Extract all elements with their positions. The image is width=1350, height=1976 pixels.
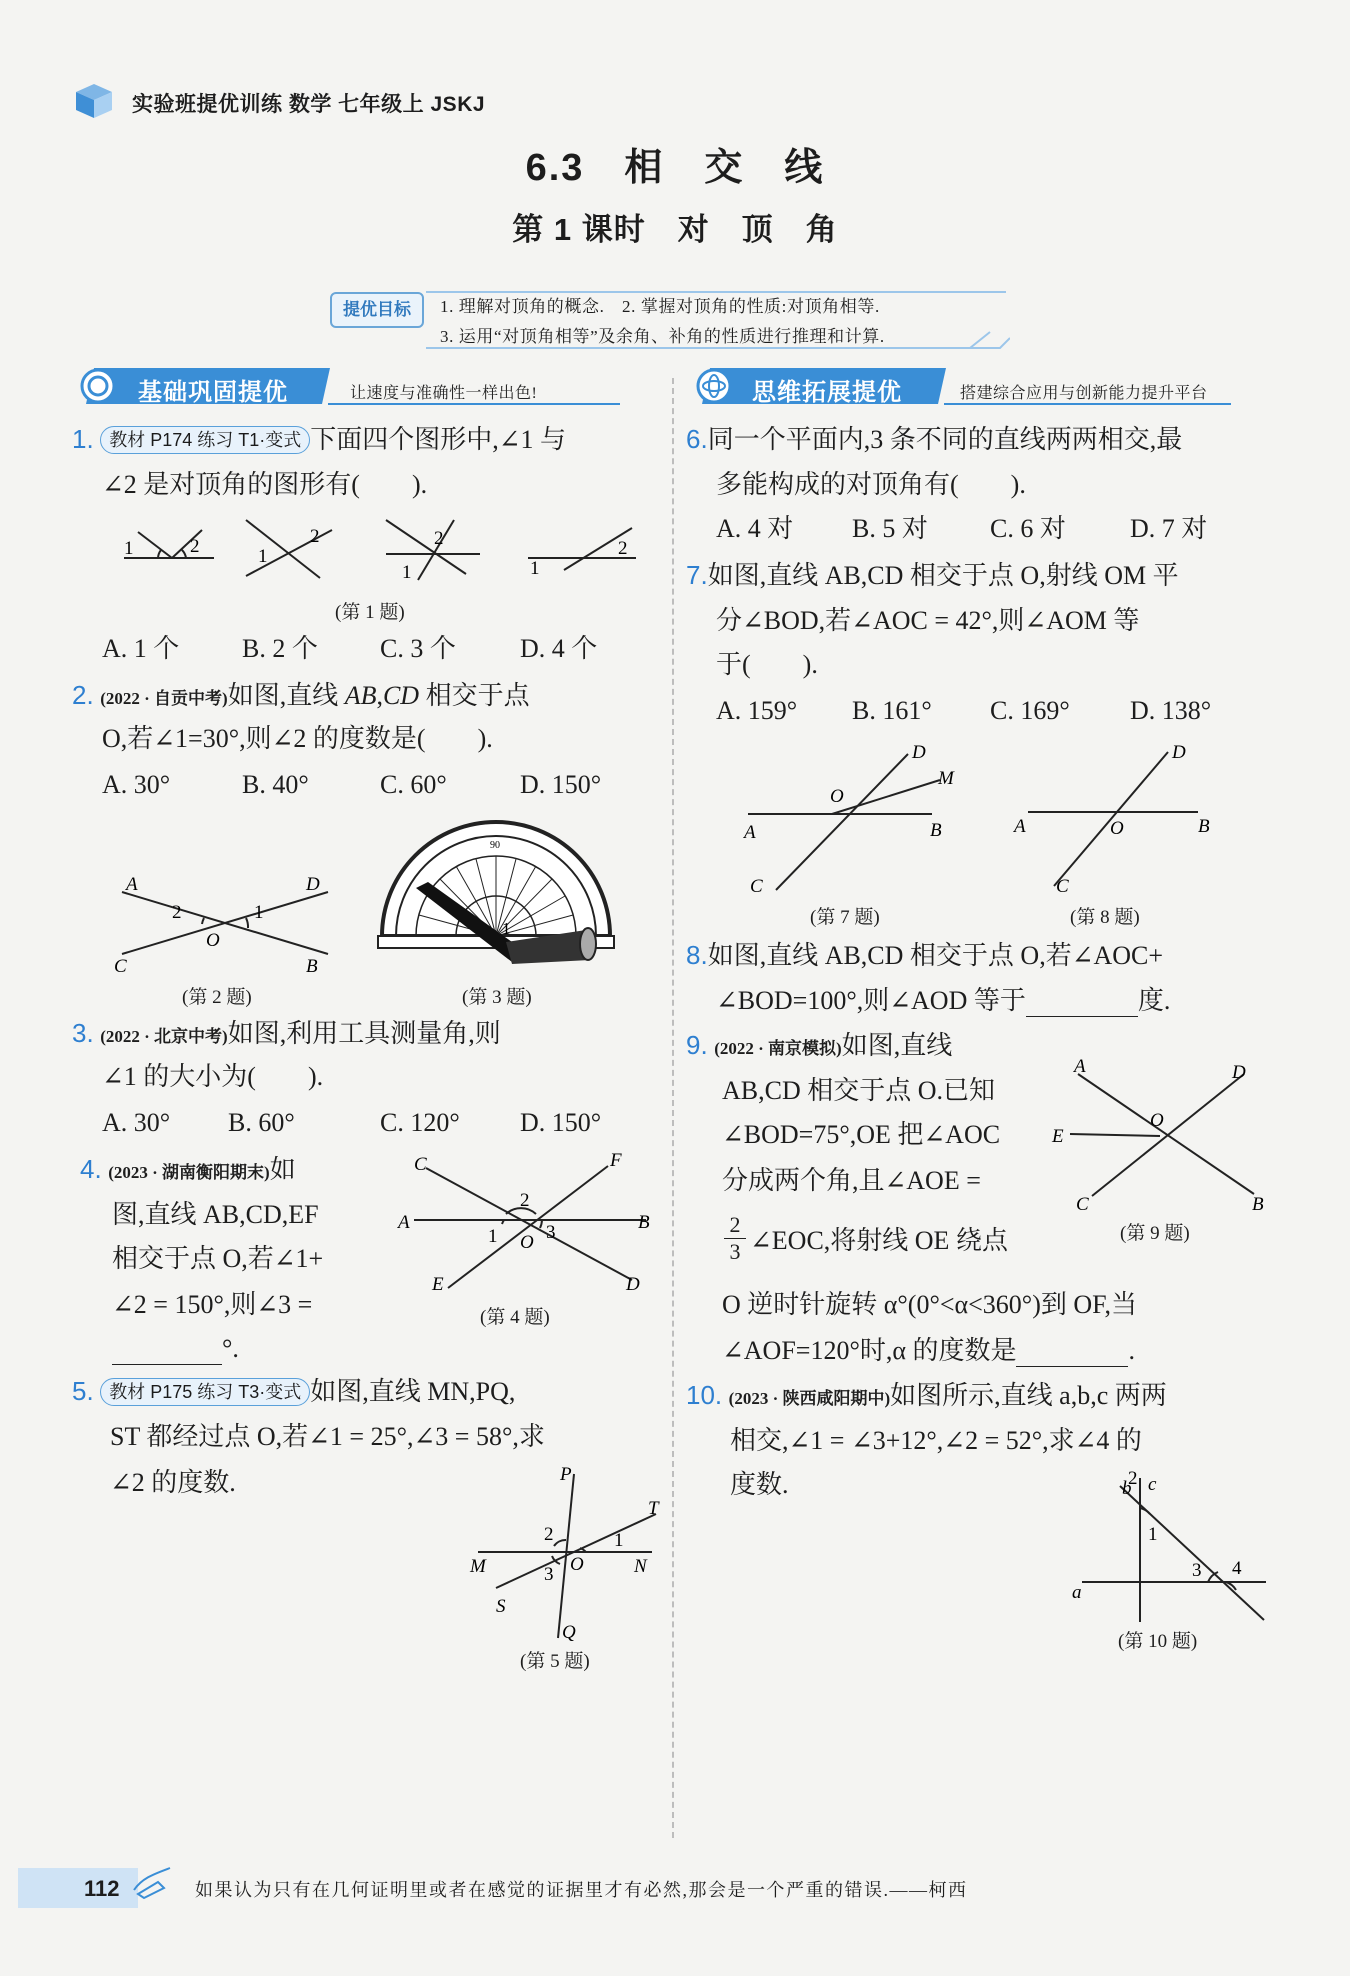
svg-text:1: 1 <box>614 1530 624 1551</box>
q3-caption: (第 3 题) <box>462 987 532 1008</box>
q6-line-2: 多能构成的对顶角有( ). <box>716 470 1026 499</box>
q3-option-c: C. 120° <box>380 1108 460 1137</box>
svg-text:2: 2 <box>544 1524 554 1545</box>
q10-line-2: 相交,∠1 = ∠3+12°,∠2 = 52°,求∠4 的 <box>730 1426 1142 1455</box>
q3-line-1: 3. (2022 · 北京中考)如图,利用工具测量角,则 <box>72 1018 501 1048</box>
svg-text:E: E <box>432 1274 444 1295</box>
q7-option-d: D. 138° <box>1130 696 1212 725</box>
svg-text:C: C <box>750 876 763 897</box>
svg-text:D: D <box>1232 1062 1246 1083</box>
q2-caption: (第 2 题) <box>182 987 252 1008</box>
svg-text:1: 1 <box>402 562 412 583</box>
q1-source-tag: 教材 P174 练习 T1·变式 <box>100 426 310 454</box>
q1-figures <box>110 510 650 590</box>
q5-source-tag: 教材 P175 练习 T3·变式 <box>100 1378 310 1406</box>
q6-option-c: C. 6 对 <box>990 514 1066 543</box>
svg-text:3: 3 <box>546 1222 556 1243</box>
q4-caption: (第 4 题) <box>480 1307 550 1328</box>
svg-text:M: M <box>938 768 954 789</box>
svg-text:B: B <box>638 1212 650 1233</box>
q4-line-1: 4. (2023 · 湖南衡阳期末)如 <box>80 1154 296 1184</box>
svg-text:2: 2 <box>190 536 200 557</box>
q8-figure <box>1010 738 1230 898</box>
q10-caption: (第 10 题) <box>1118 1631 1198 1652</box>
svg-text:1: 1 <box>1148 1524 1158 1545</box>
svg-text:c: c <box>1148 1474 1157 1495</box>
q3-protractor-figure <box>376 812 616 974</box>
q6-line-1: 6.同一个平面内,3 条不同的直线两两相交,最 <box>686 424 1183 454</box>
q2-option-a: A. 30° <box>102 770 171 799</box>
q9-line-7: ∠AOF=120°时,α 的度数是 . <box>722 1336 1135 1365</box>
q9-figure <box>1048 1054 1270 1214</box>
svg-text:1: 1 <box>258 546 268 567</box>
q3-source: (2022 · 北京中考) <box>100 1027 228 1046</box>
svg-text:2: 2 <box>172 902 182 923</box>
svg-text:O: O <box>570 1554 584 1575</box>
left-section-title: 基础巩固提优 <box>138 379 288 406</box>
q1-line-2: ∠2 是对顶角的图形有( ). <box>102 470 428 499</box>
q9-line-6: O 逆时针旋转 α°(0°<α<360°)到 OF,当 <box>722 1290 1138 1319</box>
q5-caption: (第 5 题) <box>520 1651 590 1672</box>
q4-answer-blank[interactable] <box>112 1334 222 1365</box>
q2-line-1: 2. (2022 · 自贡中考)如图,直线 AB,CD 相交于点 <box>72 680 530 710</box>
svg-text:P: P <box>560 1464 572 1485</box>
q1-number: 1. <box>72 424 94 454</box>
q2-figure <box>110 868 340 978</box>
svg-text:A: A <box>1074 1056 1086 1077</box>
svg-text:A: A <box>126 874 138 895</box>
q2-line-2: O,若∠1=30°,则∠2 的度数是( ). <box>102 724 493 753</box>
q1-option-c: C. 3 个 <box>380 634 456 663</box>
svg-text:B: B <box>1252 1194 1264 1214</box>
q6-option-a: A. 4 对 <box>716 514 794 543</box>
q9-source: (2022 · 南京模拟) <box>714 1039 842 1058</box>
q8-line-2: ∠BOD=100°,则∠AOD 等于 度. <box>716 986 1171 1015</box>
q9-line-2: AB,CD 相交于点 O.已知 <box>722 1076 996 1105</box>
svg-text:a: a <box>1072 1582 1082 1603</box>
q10-line-1: 10. (2023 · 陕西咸阳期中)如图所示,直线 a,b,c 两两 <box>686 1380 1167 1410</box>
page-title: 6.3 相 交 线 <box>525 147 825 189</box>
svg-text:D: D <box>306 874 320 895</box>
q3-option-a: A. 30° <box>102 1108 171 1137</box>
svg-text:1: 1 <box>254 902 264 923</box>
svg-text:2: 2 <box>1128 1468 1138 1489</box>
left-section-slogan: 让速度与准确性一样出色! <box>350 385 538 402</box>
svg-text:O: O <box>1150 1110 1164 1131</box>
q1-option-d: D. 4 个 <box>520 634 598 663</box>
right-section-title: 思维拓展提优 <box>752 379 902 406</box>
svg-text:T: T <box>648 1498 659 1519</box>
svg-text:90: 90 <box>490 840 500 851</box>
q5-line-2: ST 都经过点 O,若∠1 = 25°,∠3 = 58°,求 <box>110 1422 545 1451</box>
svg-text:B: B <box>930 820 942 841</box>
q1-option-a: A. 1 个 <box>102 634 180 663</box>
q5-line-3: ∠2 的度数. <box>110 1468 236 1497</box>
q3-option-b: B. 60° <box>228 1108 295 1137</box>
q7-option-b: B. 161° <box>852 696 932 725</box>
book-icon <box>72 82 116 120</box>
q2-option-b: B. 40° <box>242 770 309 799</box>
series-title: 实验班提优训练 数学 七年级上 JSKJ <box>132 93 486 116</box>
svg-text:N: N <box>634 1556 647 1577</box>
svg-text:2: 2 <box>310 526 320 547</box>
footer-quote: 如果认为只有在几何证明里或者在感觉的证据里才有必然,那会是一个严重的错误.——柯西 <box>195 1880 968 1900</box>
q10-figure <box>1068 1464 1268 1624</box>
q7-line-1: 7.如图,直线 AB,CD 相交于点 O,射线 OM 平 <box>686 560 1179 590</box>
q5-line-1: 5. 教材 P175 练习 T3·变式 如图,直线 MN,PQ, <box>72 1376 516 1406</box>
q2-source: (2022 · 自贡中考) <box>100 689 228 708</box>
svg-text:A: A <box>744 822 756 843</box>
q8-caption: (第 8 题) <box>1070 907 1140 928</box>
q9-line-3: ∠BOD=75°,OE 把∠AOC <box>722 1120 1001 1149</box>
q3-option-d: D. 150° <box>520 1108 602 1137</box>
svg-text:D: D <box>626 1274 640 1295</box>
q1-option-b: B. 2 个 <box>242 634 318 663</box>
svg-text:O: O <box>206 930 220 951</box>
svg-text:D: D <box>912 742 926 763</box>
svg-text:M: M <box>470 1556 486 1577</box>
goal-line-2: 3. 运用“对顶角相等”及余角、补角的性质进行推理和计算. <box>440 327 885 346</box>
q4-line-5: °. <box>112 1334 239 1365</box>
svg-text:3: 3 <box>1192 1560 1202 1581</box>
q10-line-3: 度数. <box>730 1470 789 1499</box>
svg-text:C: C <box>1076 1194 1089 1214</box>
q7-figure <box>736 738 976 898</box>
q9-line-4: 分成两个角,且∠AOE = <box>722 1166 981 1195</box>
q3-line-2: ∠1 的大小为( ). <box>102 1062 324 1091</box>
q7-line-2: 分∠BOD,若∠AOC = 42°,则∠AOM 等 <box>716 606 1140 635</box>
q7-line-3: 于( ). <box>716 650 818 679</box>
q4-line-4: ∠2 = 150°,则∠3 = <box>112 1290 313 1319</box>
goal-line-1: 1. 理解对顶角的概念. 2. 掌握对顶角的性质:对顶角相等. <box>440 297 880 316</box>
q4-line-2: 图,直线 AB,CD,EF <box>112 1200 319 1229</box>
svg-text:E: E <box>1052 1126 1064 1147</box>
svg-text:3: 3 <box>544 1564 554 1585</box>
svg-text:B: B <box>1198 816 1210 837</box>
svg-text:4: 4 <box>1232 1558 1242 1579</box>
q8-line-1: 8.如图,直线 AB,CD 相交于点 O,若∠AOC+ <box>686 940 1164 970</box>
q6-option-b: B. 5 对 <box>852 514 928 543</box>
svg-text:F: F <box>610 1150 622 1171</box>
svg-text:1: 1 <box>530 558 540 579</box>
q9-line-1: 9. (2022 · 南京模拟)如图,直线 <box>686 1030 953 1060</box>
q4-source: (2023 · 湖南衡阳期末) <box>108 1163 270 1182</box>
svg-text:2: 2 <box>434 528 444 549</box>
q6-option-d: D. 7 对 <box>1130 514 1208 543</box>
q7-caption: (第 7 题) <box>810 907 880 928</box>
svg-text:S: S <box>496 1596 506 1617</box>
svg-text:2: 2 <box>520 1190 530 1211</box>
svg-text:B: B <box>306 956 318 977</box>
svg-text:O: O <box>520 1232 534 1253</box>
svg-text:1: 1 <box>502 919 511 938</box>
q10-source: (2023 · 陕西咸阳期中) <box>728 1389 891 1408</box>
q4-figure <box>396 1150 662 1300</box>
right-section-slogan: 搭建综合应用与创新能力提升平台 <box>960 385 1208 402</box>
lesson-subtitle: 第 1 课时 对 顶 角 <box>512 212 838 247</box>
q2-option-d: D. 150° <box>520 770 602 799</box>
page-number-box <box>18 1868 138 1908</box>
svg-text:1: 1 <box>488 1226 498 1247</box>
column-divider <box>672 378 674 1838</box>
q1-caption: (第 1 题) <box>335 602 405 623</box>
svg-text:Q: Q <box>562 1622 576 1642</box>
svg-text:C: C <box>414 1154 427 1175</box>
pencil-hand-icon <box>128 1860 176 1900</box>
q2-option-c: C. 60° <box>380 770 447 799</box>
q9-answer-blank[interactable] <box>1016 1336 1128 1367</box>
q4-line-3: 相交于点 O,若∠1+ <box>112 1244 324 1273</box>
q9-fraction: 2 3 <box>724 1212 746 1265</box>
svg-text:O: O <box>1110 818 1124 839</box>
svg-text:A: A <box>1014 816 1026 837</box>
svg-text:b: b <box>1122 1478 1132 1499</box>
q1-line-1: 1. 教材 P174 练习 T1·变式 下面四个图形中,∠1 与 <box>72 424 567 454</box>
svg-text:2: 2 <box>618 538 628 559</box>
svg-text:O: O <box>830 786 844 807</box>
svg-text:1: 1 <box>124 538 134 559</box>
q5-figure <box>466 1462 666 1642</box>
q7-option-c: C. 169° <box>990 696 1070 725</box>
q9-line-5: ∠EOC,将射线 OE 绕点 <box>750 1226 1008 1255</box>
q7-option-a: A. 159° <box>716 696 798 725</box>
q8-answer-blank[interactable] <box>1026 986 1138 1017</box>
svg-text:C: C <box>1056 876 1069 897</box>
svg-text:A: A <box>398 1212 410 1233</box>
svg-text:D: D <box>1172 742 1186 763</box>
goals-tag: 提优目标 <box>330 292 424 328</box>
page-number: 112 <box>84 1876 120 1901</box>
q9-caption: (第 9 题) <box>1120 1223 1190 1244</box>
svg-text:C: C <box>114 956 127 977</box>
